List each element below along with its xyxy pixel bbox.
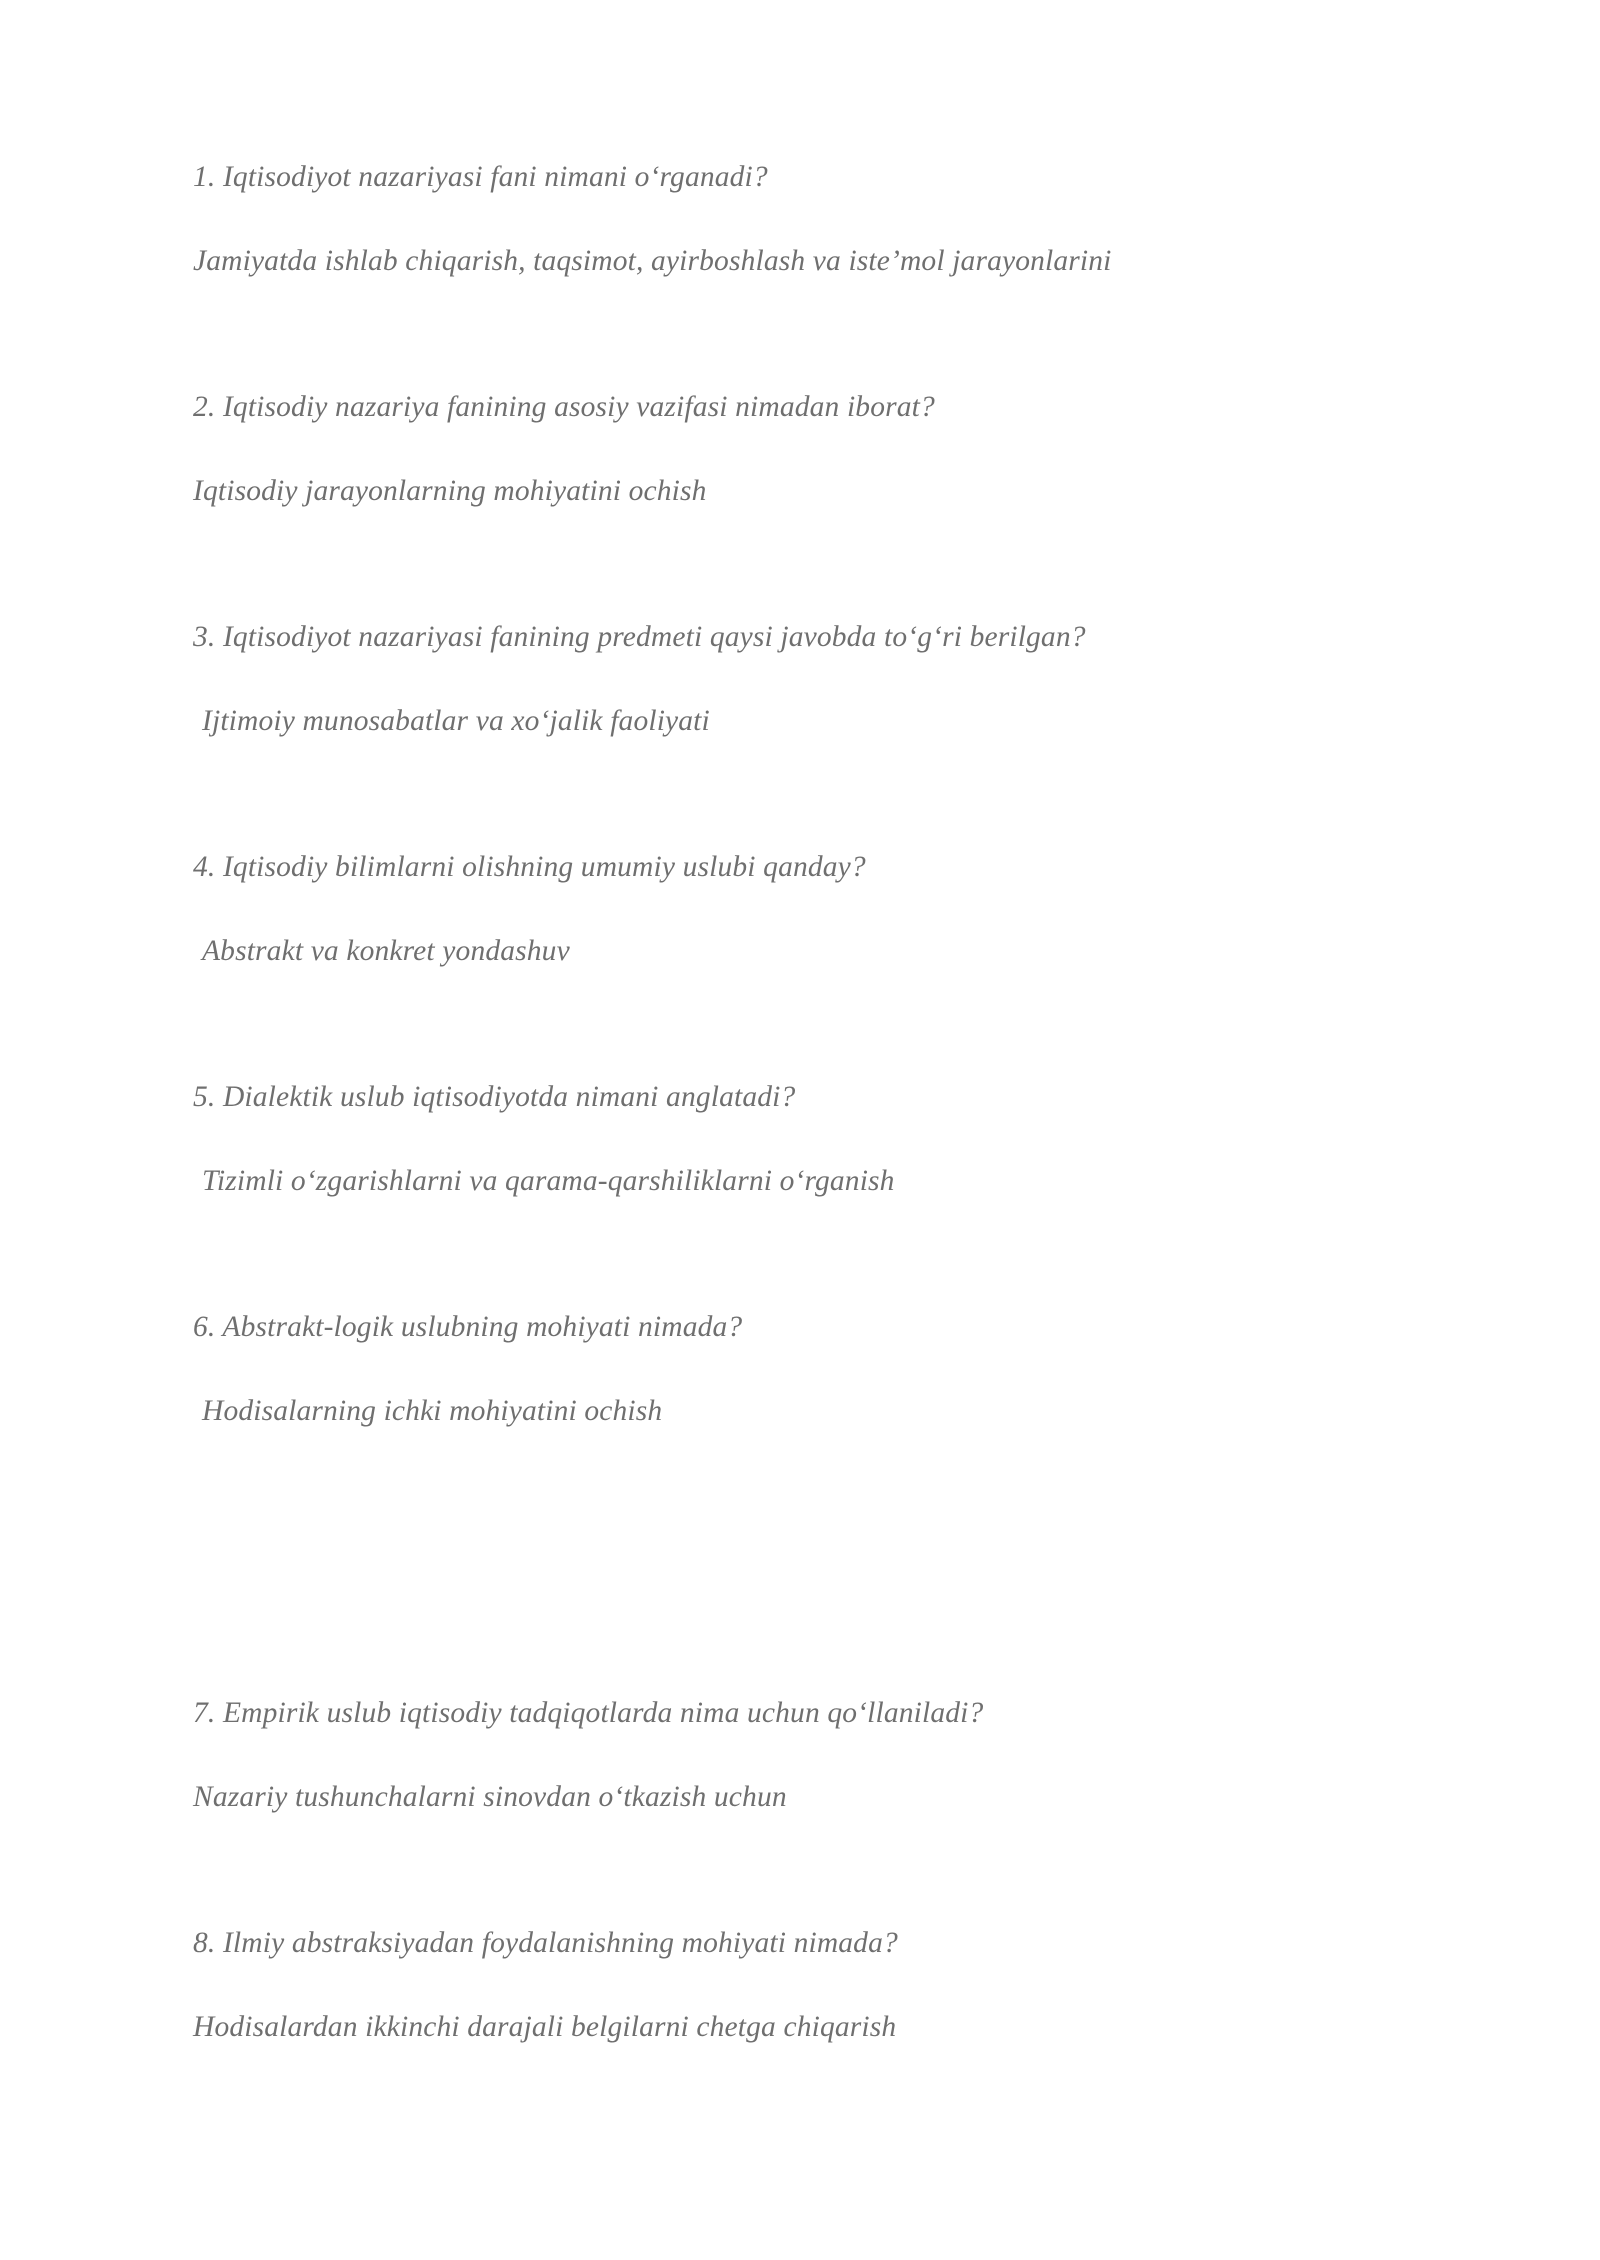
document-body [193, 150, 1453, 2055]
block-gap [193, 979, 1453, 1070]
answer-text-6: Hodisalarning ichki mohiyatini ochish [202, 1395, 663, 1427]
answer-text-8: Hodisalardan ikkinchi darajali belgilarni chetga chiqarish [193, 2011, 897, 2043]
qa-block-8 [193, 1916, 1453, 2055]
answer-text-5: Tizimli o‘zgarishlarni va qarama-qarshiliklarni o‘rganish [202, 1165, 895, 1197]
answer-text-7: Nazariy tushunchalarni sinovdan o‘tkazish uchun [193, 1781, 787, 1813]
question-text-2: 2. Iqtisodiy nazariya fanining asosiy vazifasi nimadan iborat? [193, 391, 935, 423]
question-text-8: 8. Ilmiy abstraksiyadan foydalanishning mohiyati nimada? [193, 1927, 898, 1959]
question-text-3: 3. Iqtisodiyot nazariyasi fanining predmeti qaysi javobda to‘g‘ri berilgan? [193, 621, 1086, 653]
qa-block-2 [193, 380, 1453, 519]
question-text-1: 1. Iqtisodiyot nazariyasi fani nimani o‘rganadi? [193, 161, 768, 193]
line-gap [193, 1355, 1453, 1384]
line-gap [193, 665, 1453, 694]
answer-text-3: Ijtimoiy munosabatlar va xo‘jalik faoliyati [202, 705, 710, 737]
line-gap [193, 1741, 1453, 1770]
block-gap [193, 519, 1453, 610]
block-gap [193, 1825, 1453, 1916]
qa-block-3 [193, 610, 1453, 749]
line-gap [193, 1971, 1453, 2000]
line-gap [193, 1125, 1453, 1154]
block-gap-large [193, 1439, 1453, 1686]
answer-text-1: Jamiyatda ishlab chiqarish, taqsimot, ayirboshlash va iste’mol jarayonlarini [193, 245, 1112, 277]
block-gap [193, 749, 1453, 840]
question-text-4: 4. Iqtisodiy bilimlarni olishning umumiy uslubi qanday? [193, 851, 866, 883]
line-gap [193, 895, 1453, 924]
line-gap [193, 435, 1453, 464]
qa-block-1 [193, 150, 1453, 289]
question-text-7: 7. Empirik uslub iqtisodiy tadqiqotlarda nima uchun qo‘llaniladi? [193, 1697, 984, 1729]
qa-block-5 [193, 1070, 1453, 1209]
qa-block-7 [193, 1686, 1453, 1825]
qa-block-6 [193, 1300, 1453, 1439]
question-text-6: 6. Abstrakt-logik uslubning mohiyati nimada? [193, 1311, 743, 1343]
question-text-5: 5. Dialektik uslub iqtisodiyotda nimani anglatadi? [193, 1081, 796, 1113]
answer-text-2: Iqtisodiy jarayonlarning mohiyatini ochish [193, 475, 707, 507]
block-gap [193, 1209, 1453, 1300]
line-gap [193, 205, 1453, 234]
qa-block-4 [193, 840, 1453, 979]
block-gap [193, 289, 1453, 380]
answer-text-4: Abstrakt va konkret yondashuv [202, 935, 570, 967]
